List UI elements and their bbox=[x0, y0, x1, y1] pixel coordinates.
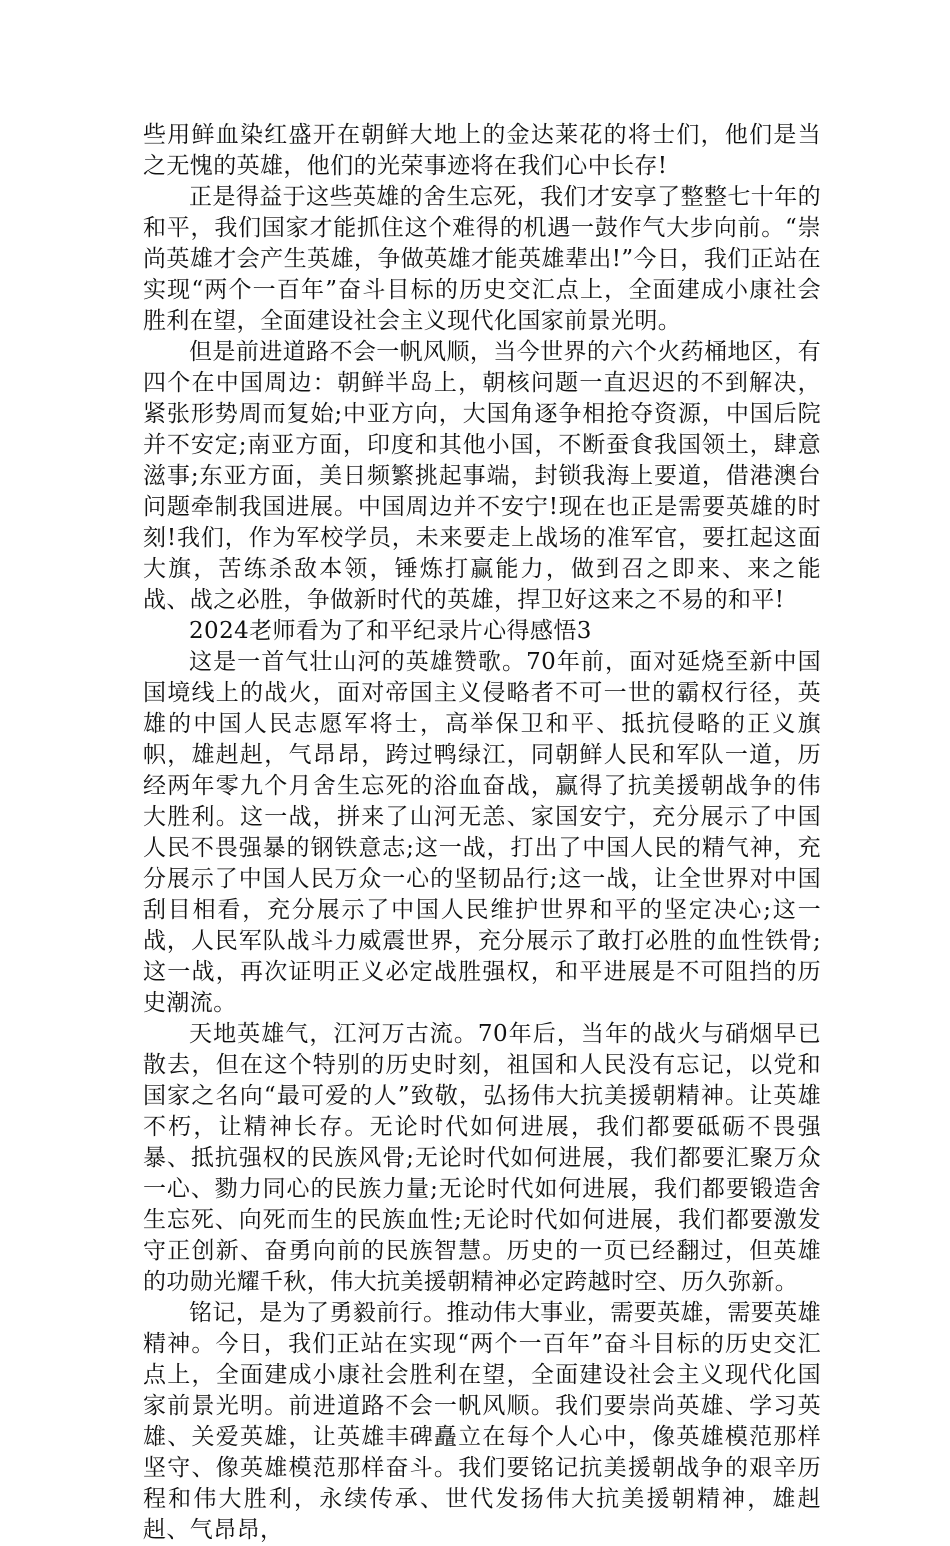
paragraph: 天地英雄气，江河万古流。70年后，当年的战火与硝烟早已散去，但在这个特别的历史时刻，祖国和人民没有忘记，以党和国家之名向“最可爱的人”致敬，弘扬伟大抗美援朝精神。让英雄不朽，让精神长存。无论时代如何进展，我们都要砥砺不畏强暴、抵抗强权的民族风骨;无论时代如何进展，我们都要汇聚万众一心、勠力同心的民族力量;无论时代如何进展，我们都要锻造舍生忘死、向死而生的民族血性;无论时代如何进展，我们都要激发守正创新、奋勇向前的民族智慧。历史的一页已经翻过，但英雄的功勋光耀千秋，伟大抗美援朝精神必定跨越时空、历久弥新。 bbox=[143, 1021, 821, 1295]
paragraph: 正是得益于这些英雄的舍生忘死，我们才安享了整整七十年的和平，我们国家才能抓住这个难得的机遇一鼓作气大步向前。“崇尚英雄才会产生英雄，争做英雄才能英雄辈出!”今日，我们正站在实现“两个一百年”奋斗目标的历史交汇点上，全面建成小康社会胜利在望，全面建设社会主义现代化国家前景光明。 bbox=[143, 184, 821, 334]
paragraph: 但是前进道路不会一帆风顺，当今世界的六个火药桶地区，有四个在中国周边：朝鲜半岛上，朝核问题一直迟迟的不到解决，紧张形势周而复始;中亚方向，大国角逐争相抢夺资源，中国后院并不安定;南亚方面，印度和其他小国，不断蚕食我国领土，肆意滋事;东亚方面，美日频繁挑起事端，封锁我海上要道，借港澳台问题牵制我国进展。中国周边并不安宁!现在也正是需要英雄的时刻!我们，作为军校学员，未来要走上战场的准军官，要扛起这面大旗，苦练杀敌本领，锤炼打赢能力，做到召之即来、来之能战、战之必胜，争做新时代的英雄，捍卫好这来之不易的和平! bbox=[143, 339, 821, 613]
paragraph: 这是一首气壮山河的英雄赞歌。70年前，面对延烧至新中国国境线上的战火，面对帝国主义侵略者不可一世的霸权行径，英雄的中国人民志愿军将士，高举保卫和平、抵抗侵略的正义旗帜，雄赳赳，气昂昂，跨过鸭绿江，同朝鲜人民和军队一道，历经两年零九个月舍生忘死的浴血奋战，赢得了抗美援朝战争的伟大胜利。这一战，拼来了山河无恙、家国安宁，充分展示了中国人民不畏强暴的钢铁意志;这一战，打出了中国人民的精气神，充分展示了中国人民万众一心的坚韧品行;这一战，让全世界对中国刮目相看，充分展示了中国人民维护世界和平的坚定决心;这一战，人民军队战斗力威震世界，充分展示了敢打必胜的血性铁骨;这一战，再次证明正义必定战胜强权，和平进展是不可阻挡的历史潮流。 bbox=[143, 649, 821, 1016]
document-body bbox=[143, 120, 821, 1546]
paragraph: 铭记，是为了勇毅前行。推动伟大事业，需要英雄，需要英雄精神。今日，我们正站在实现“两个一百年”奋斗目标的历史交汇点上，全面建成小康社会胜利在望，全面建设社会主义现代化国家前景光明。前进道路不会一帆风顺。我们要崇尚英雄、学习英雄、关爱英雄，让英雄丰碑矗立在每个人心中，像英雄模范那样坚守、像英雄模范那样奋斗。我们要铭记抗美援朝战争的艰辛历程和伟大胜利，永续传承、世代发扬伟大抗美援朝精神，雄赳赳、气昂昂， bbox=[143, 1300, 821, 1543]
paragraph: 些用鲜血染红盛开在朝鲜大地上的金达莱花的将士们，他们是当之无愧的英雄，他们的光荣事迹将在我们心中长存! bbox=[143, 122, 821, 179]
section-heading: 2024老师看为了和平纪录片心得感悟3 bbox=[189, 618, 592, 644]
